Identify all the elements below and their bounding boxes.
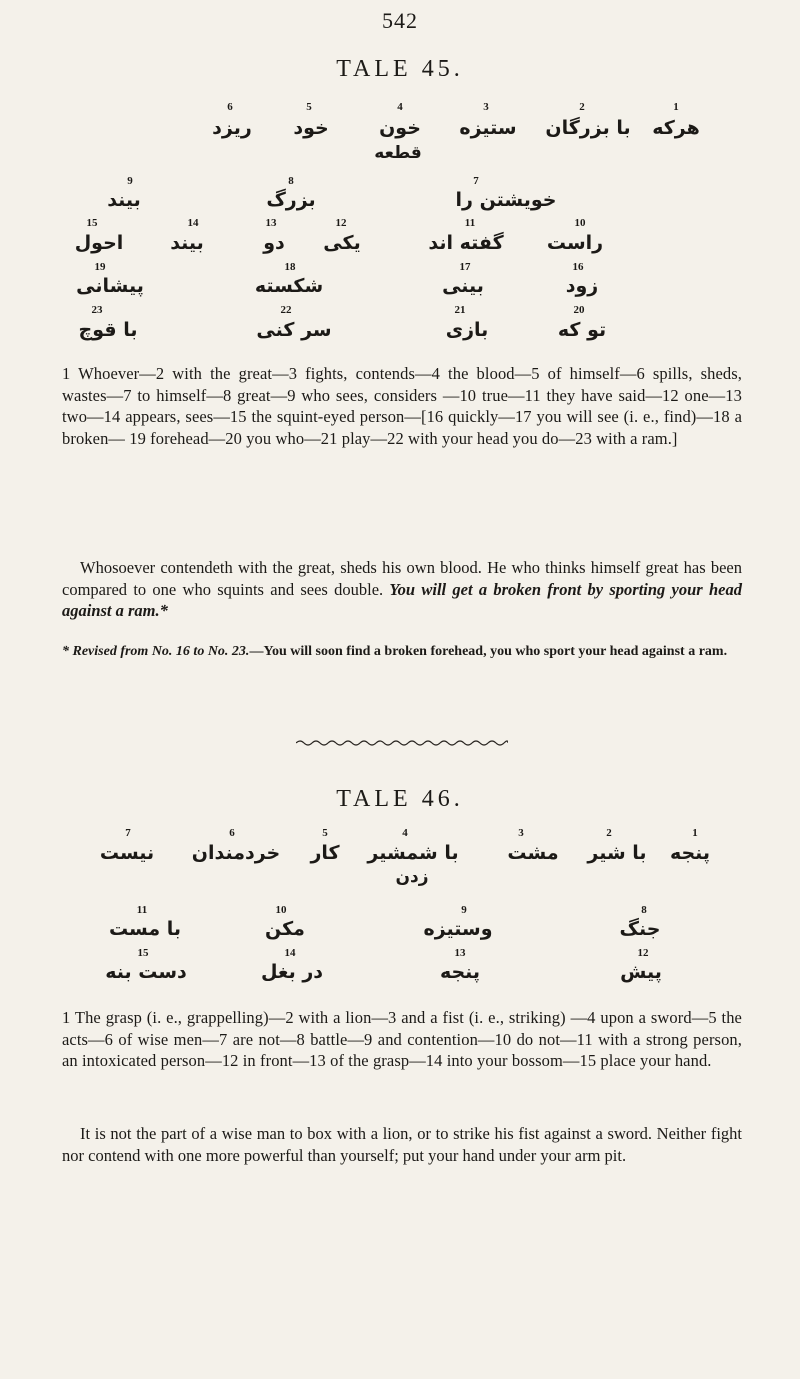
tale-46-subheading	[0, 867, 800, 897]
word-number: 15	[86, 217, 98, 229]
translation-text: Whosoever contendeth with the great, sheds his own blood. He who thinks himself great has been compared to one who squints and sees double.	[62, 558, 742, 599]
word-number: 23	[91, 304, 103, 316]
persian-word: پیش	[620, 961, 662, 983]
tale-46-translation: It is not the part of a wise man to box with a lion, or to strike his fist against a sword. Neither fight nor contend with one more powerful than yourself; put your hand under your arm pit.	[62, 1124, 742, 1165]
tale-46-row1-numbers	[0, 827, 800, 843]
word-number: 5	[322, 827, 328, 839]
persian-word: بازی	[445, 319, 489, 341]
persian-word: خود	[293, 117, 329, 139]
persian-word: بیند	[170, 232, 204, 254]
word-number: 4	[402, 827, 408, 839]
word-number: 2	[606, 827, 612, 839]
persian-word: با شمشیر	[367, 842, 459, 864]
word-number: 7	[473, 175, 479, 187]
word-number: 11	[136, 904, 148, 916]
word-number: 12	[335, 217, 347, 229]
persian-word: خویشتن را	[455, 189, 557, 211]
persian-word: بیند	[107, 189, 141, 211]
persian-word: جنگ	[619, 918, 661, 940]
persian-word: با قوچ	[78, 319, 138, 341]
persian-word: دست بنه	[105, 961, 187, 983]
word-number: 19	[94, 261, 106, 273]
persian-word: مشت	[507, 842, 559, 864]
word-number: 6	[227, 101, 233, 113]
persian-word: قطعه	[374, 143, 422, 163]
word-number: 14	[187, 217, 199, 229]
persian-word: بینی	[442, 275, 484, 297]
persian-word: در بغل	[260, 961, 324, 983]
persian-word: شکسته	[254, 275, 324, 297]
tale-46-row3-persian	[0, 961, 800, 991]
tale-45-row1-numbers	[0, 101, 800, 117]
word-number: 13	[454, 947, 466, 959]
persian-word: دو	[263, 232, 285, 254]
word-number: 14	[284, 947, 296, 959]
word-number: 3	[483, 101, 489, 113]
tale-45-glossary: 1 Whoever—2 with the great—3 fights, contends—4 the blood—5 of himself—6 spills, sheds, wastes—7 to himself—8 great—9 who sees, considers —10 true—11 they have said—12 one—13 two—14 appears, sees—15 the squint-eyed person—[16 quickly—17 you will see (i. e., find)—18 a broken— 19 forehead—20 you who—21 play—22 with your head you do—23 with a ram.]	[62, 364, 742, 448]
word-number: 1	[673, 101, 679, 113]
persian-word: پیشانی	[76, 275, 144, 297]
word-number: 7	[125, 827, 131, 839]
wavy-divider-ornament	[296, 738, 508, 748]
word-number: 9	[461, 904, 467, 916]
tale-45-row2-persian	[0, 189, 800, 219]
persian-word: گفته اند	[428, 232, 504, 254]
persian-word: راست	[546, 232, 604, 254]
tale-45-row5-numbers	[0, 304, 800, 320]
persian-word: نیست	[99, 842, 155, 864]
persian-word: احول	[74, 232, 124, 254]
persian-word: با بزرگان	[545, 117, 631, 139]
persian-word: تو که	[557, 319, 607, 341]
persian-word: با شیر	[587, 842, 647, 864]
tale-45-row3-numbers	[0, 217, 800, 233]
word-number: 9	[127, 175, 133, 187]
word-number: 12	[637, 947, 649, 959]
persian-word: سر کنی	[256, 319, 332, 341]
word-number: 13	[265, 217, 277, 229]
word-number: 10	[574, 217, 586, 229]
tale-45-row3-persian	[0, 232, 800, 262]
tale-46-glossary: 1 The grasp (i. e., grappelling)—2 with a lion—3 and a fist (i. e., striking) —4 upon a sword—5 the acts—6 of wise men—7 are not—8 battle—9 and contention—10 do not—11 with a strong person, an intoxicated person—12 in front—13 of the grasp—14 into your bossom—15 place your hand.	[62, 1008, 742, 1070]
footnote-text: —You will soon find a broken forehead, you who sport your head against a ram.	[249, 644, 728, 659]
persian-word: کار	[310, 842, 340, 864]
word-number: 5	[306, 101, 312, 113]
tale-45-subheading	[0, 143, 800, 173]
word-number: 21	[454, 304, 466, 316]
word-number: 11	[464, 217, 476, 229]
tale-45-row5-persian	[0, 319, 800, 349]
word-number: 10	[275, 904, 287, 916]
persian-word: پنجه	[439, 961, 481, 983]
word-number: 16	[572, 261, 584, 273]
word-number: 8	[288, 175, 294, 187]
persian-word: بزرگ	[266, 189, 316, 211]
word-number: 18	[284, 261, 296, 273]
persian-word: ریزد	[212, 117, 252, 139]
word-number: 15	[137, 947, 149, 959]
word-number: 20	[573, 304, 585, 316]
persian-word: پنجه	[669, 842, 711, 864]
word-number: 2	[579, 101, 585, 113]
translation-emphasis: You will get a broken front by sporting your head against a ram.*	[62, 579, 743, 620]
word-number: 8	[641, 904, 647, 916]
persian-word: مکن	[265, 918, 305, 940]
persian-word: هرکه	[652, 117, 700, 139]
word-number: 6	[229, 827, 235, 839]
tale-45-footnote	[62, 642, 742, 661]
persian-word: خون	[379, 117, 421, 139]
persian-word: زدن	[395, 867, 429, 887]
word-number: 22	[280, 304, 292, 316]
persian-word: زود	[565, 275, 599, 297]
word-number: 17	[459, 261, 471, 273]
persian-word: یکی	[323, 232, 361, 254]
tale-45-title: TALE 45.	[336, 56, 464, 82]
word-number: 3	[518, 827, 524, 839]
page-number: 542	[382, 8, 418, 33]
tale-46-row2-persian	[0, 918, 800, 948]
footnote-lead: * Revised from No. 16 to No. 23.	[62, 644, 250, 659]
persian-word: با مست	[108, 918, 182, 940]
word-number: 4	[397, 101, 403, 113]
persian-word: وستیزه	[423, 918, 493, 940]
tale-45-row4-persian	[0, 275, 800, 305]
persian-word: خردمندان	[191, 842, 281, 864]
tale-46-title: TALE 46.	[336, 786, 464, 812]
word-number: 1	[692, 827, 698, 839]
tale-45-translation	[62, 557, 742, 622]
persian-word: ستیزه	[459, 117, 517, 139]
